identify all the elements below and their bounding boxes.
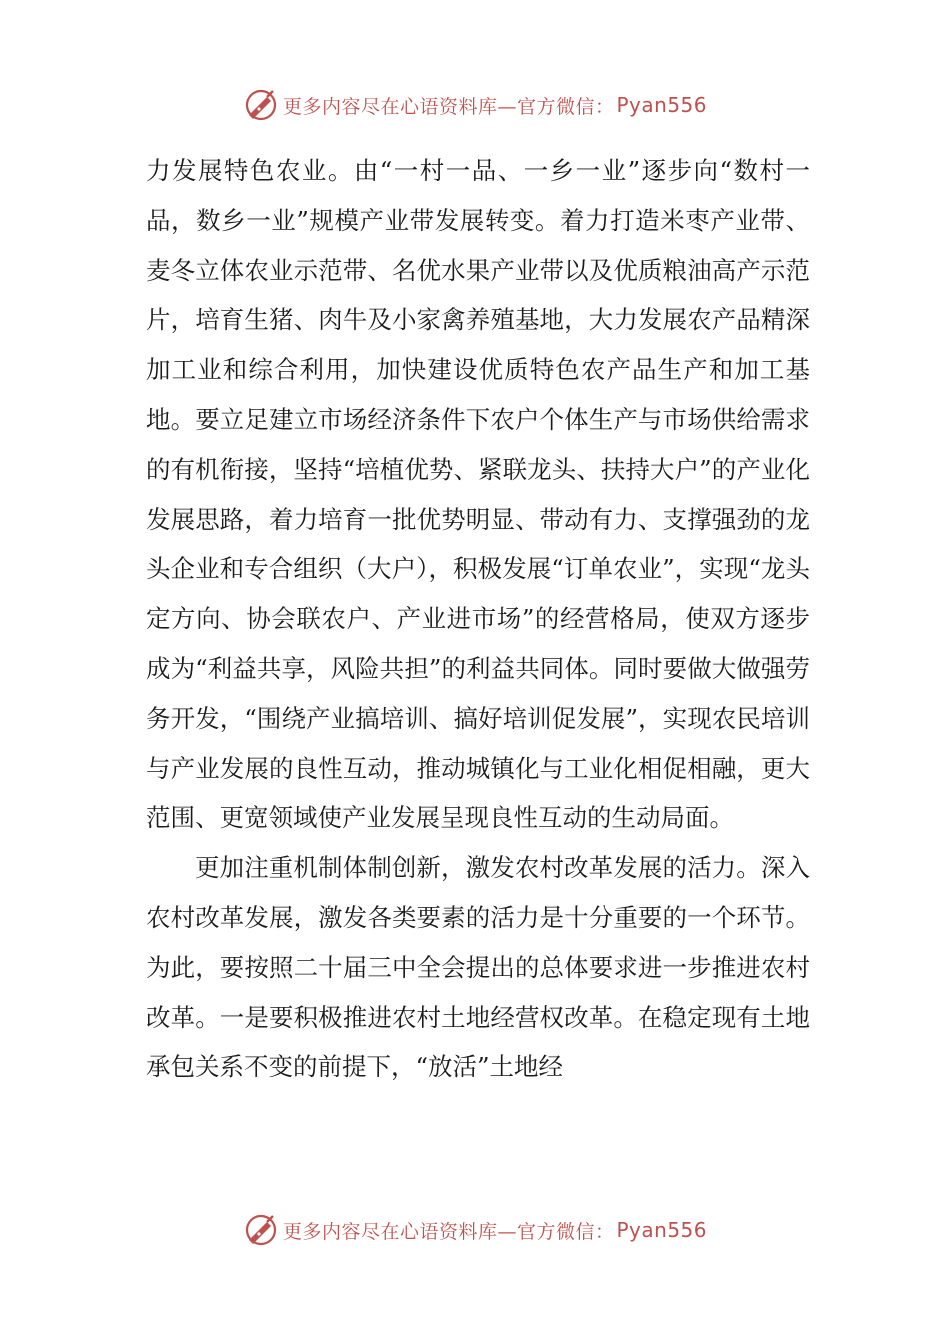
wechat-id: Pyan556 bbox=[616, 1218, 708, 1242]
header-banner bbox=[0, 85, 950, 125]
paragraph-reform: 更加注重机制体制创新，激发农村改革发展的活力。深入农村改革发展，激发各类要素的活力是十分重要的一个环节。为此，要按照二十届三中全会提出的总体要求进一步推进农村改革。一是要积极推进农村土地经营权改革。在稳定现有土地承包关系不变的前提下，“放活”土地经 bbox=[146, 853, 810, 1082]
wechat-id: Pyan556 bbox=[616, 93, 708, 117]
document-body bbox=[146, 146, 810, 1092]
paragraph-continued: 力发展特色农业。由“一村一品、一乡一业”逐步向“数村一品，数乡一业”规模产业带发展转变。着力打造米枣产业带、麦冬立体农业示范带、名优水果产业带以及优质粮油高产示范片，培育生猪、肉牛及小家禽养殖基地，大力发展农产品精深加工业和综合利用，加快建设优质特色农产品生产和加工基地。要立足建立市场经济条件下农户个体生产与市场供给需求的有机衔接，坚持“培植优势、紧联龙头、扶持大户”的产业化发展思路，着力培育一批优势明显、带动有力、支撑强劲的龙头企业和专合组织（大户），积极发展“订单农业”，实现“龙头定方向、协会联农户、产业进市场”的经营格局，使双方逐步成为“利益共享，风险共担”的利益共同体。同时要做大做强劳务开发，“围绕产业搞培训、搞好培训促发展”，实现农民培训与产业发展的良性互动，推动城镇化与工业化相促相融，更大范围、更宽领域使产业发展呈现良性互动的生动局面。 bbox=[146, 156, 810, 833]
pen-nib-icon bbox=[243, 1212, 279, 1248]
pen-nib-icon bbox=[243, 87, 279, 123]
footer-banner bbox=[0, 1210, 950, 1250]
banner-text: 更多内容尽在心语资料库—官方微信： bbox=[282, 1220, 615, 1243]
banner-text: 更多内容尽在心语资料库—官方微信： bbox=[282, 95, 615, 118]
